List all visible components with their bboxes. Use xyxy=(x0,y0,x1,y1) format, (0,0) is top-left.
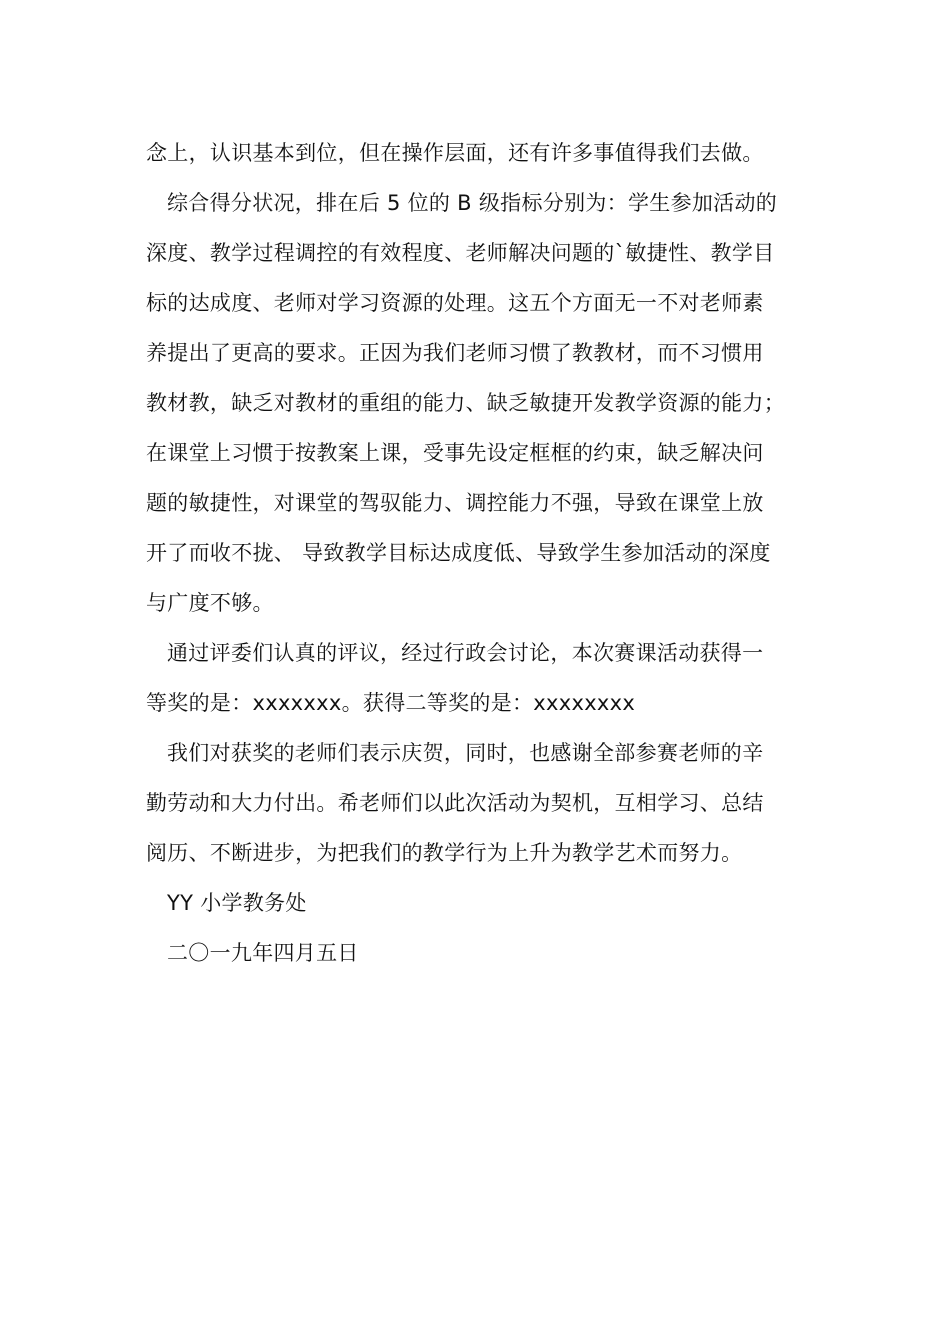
paragraph-line: 通过评委们认真的评议，经过行政会讨论，本次赛课活动获得一 xyxy=(167,641,764,665)
paragraph-line: 标的达成度、老师对学习资源的处理。这五个方面无一不对老师素 xyxy=(146,291,764,315)
paragraph-line: 勤劳动和大力付出。希老师们以此次活动为契机，互相学习、总结 xyxy=(146,791,764,815)
paragraph-line: 开了而收不拢、 导致教学目标达成度低、导致学生参加活动的深度 xyxy=(146,541,771,565)
signature-date: 二〇一九年四月五日 xyxy=(167,941,359,965)
paragraph-line: 教材教，缺乏对教材的重组的能力、缺乏敏捷开发教学资源的能力； xyxy=(146,391,785,415)
paragraph-line: 养提出了更高的要求。正因为我们老师习惯了教教材，而不习惯用 xyxy=(146,341,764,365)
paragraph-line: 深度、教学过程调控的有效程度、老师解决问题的`敏捷性、教学目 xyxy=(146,241,775,265)
paragraph-line: 念上，认识基本到位，但在操作层面，还有许多事值得我们去做。 xyxy=(146,141,764,165)
paragraph-line: 我们对获奖的老师们表示庆贺，同时，也感谢全部参赛老师的辛 xyxy=(167,741,764,765)
paragraph-line: 与广度不够。 xyxy=(146,591,274,615)
paragraph-line: 在课堂上习惯于按教案上课，受事先设定框框的约束，缺乏解决问 xyxy=(146,441,764,465)
paragraph-line: 综合得分状况，排在后 5 位的 B 级指标分别为：学生参加活动的 xyxy=(167,191,778,215)
signature-org: YY 小学教务处 xyxy=(167,891,307,915)
paragraph-line: 等奖的是：xxxxxxx。获得二等奖的是：xxxxxxxx xyxy=(146,691,636,715)
paragraph-line: 题的敏捷性，对课堂的驾驭能力、调控能力不强，导致在课堂上放 xyxy=(146,491,764,515)
paragraph-line: 阅历、不断进步，为把我们的教学行为上升为教学艺术而努力。 xyxy=(146,841,743,865)
document-body xyxy=(146,128,811,978)
